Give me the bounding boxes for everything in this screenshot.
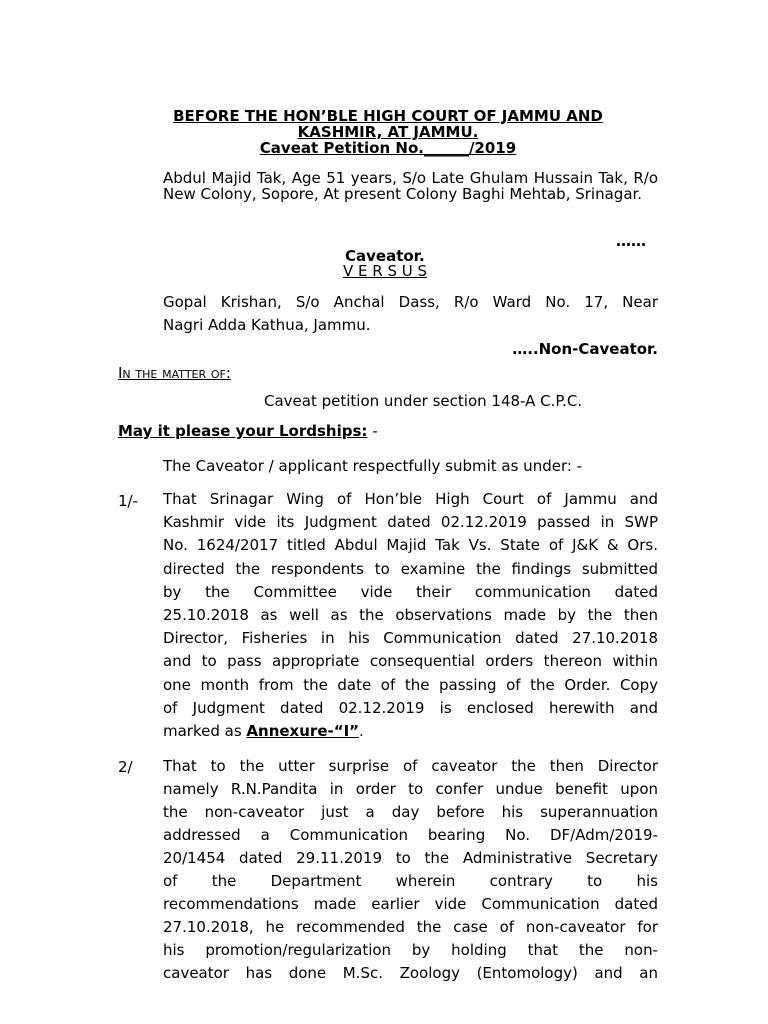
para2-line: namely R.N.Pandita in order to confer undue benefit upon — [163, 780, 658, 798]
para1-line: directed the respondents to examine the findings submitted — [163, 559, 658, 578]
para2-line: addressed a Communication bearing No. DF/Adm/2019- — [163, 826, 658, 844]
para2-line: of the Department wherein contrary to his — [163, 872, 658, 890]
para1-number: 1/- — [118, 492, 139, 510]
intro-text: The Caveator / applicant respectfully submit as under: - — [163, 457, 583, 475]
para1-line: one month from the date of the passing of the Order. Copy — [163, 675, 658, 694]
para1-body — [163, 488, 658, 743]
para1-last-suffix: . — [359, 722, 364, 741]
para2-line: recommendations made earlier vide Communication dated — [163, 895, 658, 913]
court-heading-line1: BEFORE THE HON’BLE HIGH COURT OF JAMMU AND — [173, 107, 603, 125]
para2-line: That to the utter surprise of caveator the then Director — [163, 757, 658, 775]
court-heading — [118, 108, 658, 156]
caveator-details: Abdul Majid Tak, Age 51 years, S/o Late Ghulam Hussain Tak, R/o New Colony, Sopore, At present Colony Baghi Mehtab, Srinagar. — [163, 169, 658, 203]
para2-body — [163, 755, 658, 985]
caveator-dots: …… — [616, 232, 646, 250]
para2-line: 20/1454 dated 29.11.2019 to the Administrative Secretary — [163, 849, 658, 867]
para1-last-prefix: marked as — [163, 722, 247, 741]
address-suffix: - — [367, 422, 378, 440]
para1-line: of Judgment dated 02.12.2019 is enclosed herewith and — [163, 698, 658, 717]
para1-line: Director, Fisheries in his Communication dated 27.10.2018 — [163, 629, 658, 648]
address-lordships — [118, 422, 378, 440]
address-label: May it please your Lordships: — [118, 422, 368, 440]
para1-line: by the Committee vide their communication dated — [163, 582, 658, 601]
para1-line: Kashmir vide its Judgment dated 02.12.2019 passed in SWP — [163, 513, 658, 532]
para1-line: and to pass appropriate consequential orders thereon within — [163, 652, 658, 671]
court-heading-line2: KASHMIR, AT JAMMU. — [297, 123, 479, 141]
para1-last-line — [163, 720, 658, 743]
non-caveator-details-line2: Nagri Adda Kathua, Jammu. — [163, 316, 371, 334]
para2-line: his promotion/regularization by holding that the non- — [163, 941, 658, 959]
para1-line: That Srinagar Wing of Hon’ble High Court of Jammu and — [163, 490, 658, 508]
para1-line: No. 1624/2017 titled Abdul Majid Tak Vs. State of J&K & Ors. — [163, 536, 658, 555]
annexure-reference: Annexure-“I” — [246, 722, 360, 741]
matter-text: Caveat petition under section 148-A C.P.C. — [264, 392, 583, 410]
caveator-label: Caveator. — [345, 247, 425, 265]
caveat-petition-number: Caveat Petition No.______/2019 — [259, 139, 517, 157]
non-caveator-details-line1: Gopal Krishan, S/o Anchal Dass, R/o Ward No. 17, Near — [163, 293, 658, 311]
para1-line: 25.10.2018 as well as the observations made by the then — [163, 606, 658, 625]
non-caveator-label: …..Non-Caveator. — [512, 340, 658, 358]
para2-line: 27.10.2018, he recommended the case of non-caveator for — [163, 918, 658, 936]
para2-line: the non-caveator just a day before his superannuation — [163, 803, 658, 821]
matter-heading: In the matter of: — [118, 364, 231, 382]
versus-label: V E R S U S — [343, 262, 428, 280]
para2-line: caveator has done M.Sc. Zoology (Entomology) and an — [163, 964, 658, 982]
para2-number: 2/ — [118, 758, 133, 776]
